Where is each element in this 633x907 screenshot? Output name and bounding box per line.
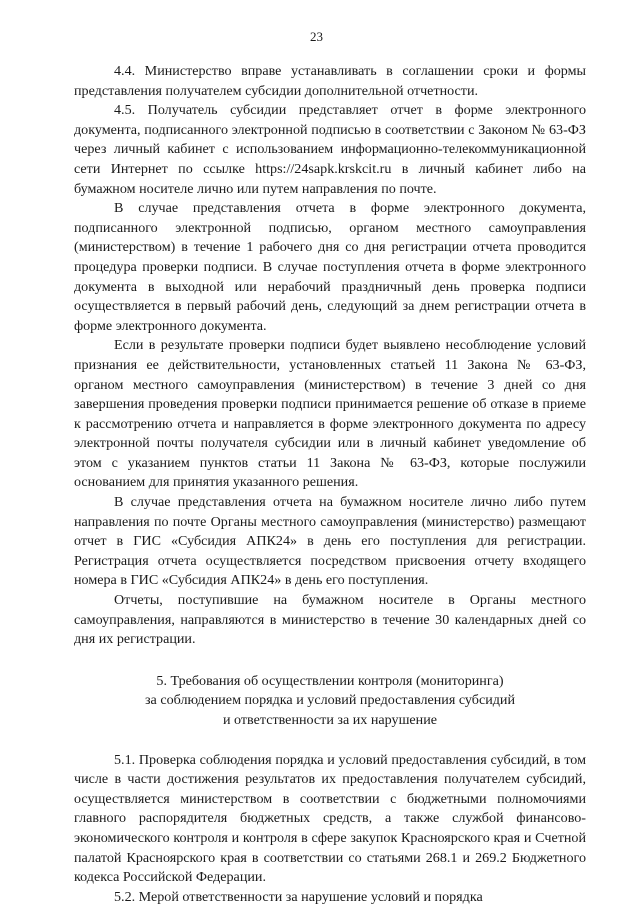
paragraph-signature-check: Если в результате проверки подписи будет выявлено несоблюдение условий признания ее действительности, установленных статьей 11 Закона № 63-ФЗ, органом местного самоуправления (министерством) в течение 3 дней со дня завершения проведения проверки подписи принимается решение об отказе в приеме к рассмотрению отчета и направляется в форме электронного документа по адресу электронной почты получателя субсидии или в личный кабинет уведомление об этом с указанием пунктов статьи 11 Закона № 63-ФЗ, которые послужили основанием для принятия указанного решения. xyxy=(74,337,586,491)
paragraph-5-1: 5.1. Проверка соблюдения порядка и условий предоставления субсидий, в том числе в части достижения результатов их предоставления получателем субсидий, осуществляется министерством в соответствии с бюджетными полномочиями главного распорядителя бюджетных средств, а также службой финансово-экономического контроля и контроля в сфере закупок Красноярского края и Счетной палатой Красноярского края в соответствии со статьями 268.1 и 269.2 Бюджетного кодекса Российской Федерации. xyxy=(74,751,586,886)
paragraph-4-5: 4.5. Получатель субсидии представляет отчет в форме электронного документа, подписанного электронной подписью в соответствии с Законом № 63-ФЗ через личный кабинет с использованием информационно-телекоммуникационной сети Интернет по ссылке https://24sapk.krskcit.ru в личный кабинет либо на бумажном носителе лично или путем направления по почте. xyxy=(74,102,586,197)
paragraph-paper-report: В случае представления отчета на бумажном носителе лично либо путем направления по почте Органы местного самоуправления (министерство) размещают отчет в ГИС «Субсидия АПК24» в день его поступления для регистрации. Регистрация отчета осуществляется посредством присвоения отчету входящего номера в ГИС «Субсидия АПК24» в день его поступления. xyxy=(74,494,586,589)
paragraph-4-4: 4.4. Министерство вправе устанавливать в соглашении сроки и формы представления получателем субсидии дополнительной отчетности. xyxy=(74,63,586,99)
paragraph-electronic-report: В случае представления отчета в форме электронного документа, подписанного электронной подписью, органом местного самоуправления (министерством) в течение 1 рабочего дня со дня регистрации отчета проводится процедура проверки подписи. В случае поступления отчета в форме электронного документа в выходной или нерабочий праздничный день проверка подписи осуществляется в первый рабочий день, следующий за днем регистрации отчета в форме электронного документа. xyxy=(74,200,586,334)
section-heading-line: 5. Требования об осуществлении контроля (мониторинга) xyxy=(156,672,504,689)
paragraph-5-2: 5.2. Мерой ответственности за нарушение условий и порядка xyxy=(114,888,483,905)
section-heading-line: за соблюдением порядка и условий предоставления субсидий xyxy=(144,692,515,709)
section-5-heading xyxy=(74,672,586,731)
paragraph-reports-forwarding: Отчеты, поступившие на бумажном носителе в Органы местного самоуправления, направляются в министерство в течение 30 календарных дней со дня их регистрации. xyxy=(74,592,586,648)
document-body xyxy=(74,62,586,907)
section-heading-line: и ответственности за их нарушение xyxy=(222,712,438,728)
page-number: 23 xyxy=(310,29,323,44)
